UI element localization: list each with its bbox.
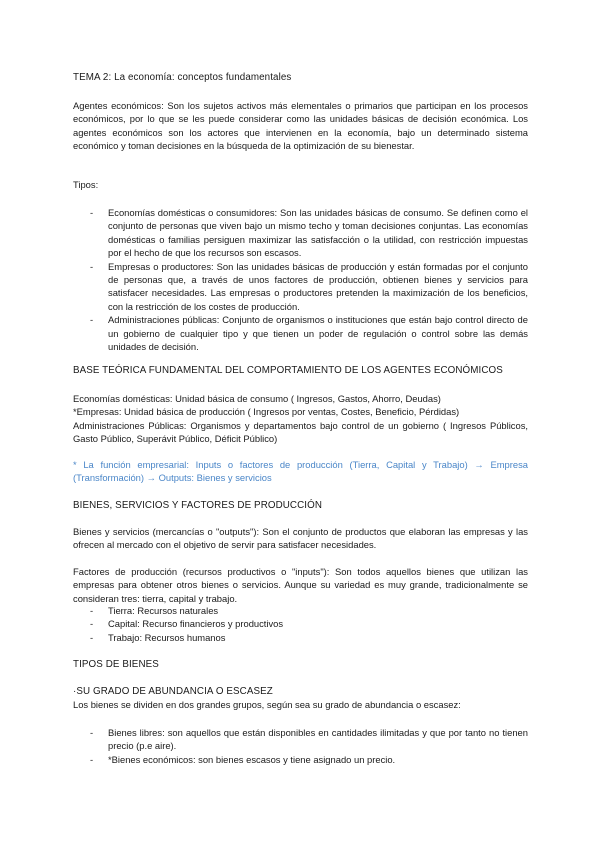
dash-bullet: -	[90, 207, 94, 218]
base-heading: BASE TEÓRICA FUNDAMENTAL DEL COMPORTAMIENTO DE LOS AGENTES ECONÓMICOS	[73, 365, 503, 376]
dash-bullet: -	[90, 727, 94, 738]
dash-bullet: -	[90, 314, 94, 326]
tipos-list	[90, 206, 528, 353]
factores-list	[90, 604, 528, 644]
list-item: - Bienes libres: son aquellos que están disponibles en cantidades ilimitadas y que por tanto no tienen precio (p.e aire).	[90, 727, 528, 752]
grado-intro: Los bienes se dividen en dos grandes grupos, según sea su grado de abundancia o escasez:	[73, 699, 461, 710]
base-line: Administraciones Públicas: Organismos y departamentos bajo control de un gobierno ( Ingresos Públicos, Gasto Público, Superávit Público, Déficit Público)	[73, 419, 528, 445]
dash-bullet: -	[90, 753, 94, 765]
agentes-paragraph: Agentes económicos: Son los sujetos activos más elementales o primarios que participan en los procesos económicos, por lo que se les puede considerar como las unidades básicas de decisión económica. Los agentes económicos son los actores que intervienen en la economía, bajo un determinado sistema económico y toman decisiones en la búsqueda de la optimización de su bienestar.	[73, 100, 528, 152]
funcion-empresarial: * La función empresarial: Inputs o factores de producción (Tierra, Capital y Trabajo) → Empresa (Transformación) → Outputs: Bienes y servicios	[73, 459, 528, 484]
base-line: *Empresas: Unidad básica de producción ( Ingresos por ventas, Costes, Beneficio, Pérdidas)	[73, 406, 460, 418]
dash-bullet: -	[90, 631, 94, 643]
grado-list	[90, 726, 528, 766]
list-item: - Administraciones públicas: Conjunto de organismos o instituciones que están bajo control directo de un gobierno de cualquier tipo y que tienen un poder de regulación o control sobre las demás unidades de decisión.	[90, 314, 528, 353]
list-item: - Economías domésticas o consumidores: Son las unidades básicas de consumo. Se definen como el conjunto de personas que viven bajo un mismo techo y toman decisiones conjuntas. Las economías domésticas o familias persiguen maximizar las satisfacción o la utilidad, con restricción impuestas por el hecho de que los recursos son escasos.	[90, 207, 528, 259]
tipos-heading: Tipos:	[73, 179, 99, 190]
base-lines	[73, 392, 528, 446]
dash-bullet: -	[90, 605, 94, 616]
dash-bullet: -	[90, 618, 94, 630]
list-item: - Capital: Recurso financieros y productivos	[90, 618, 284, 630]
dash-bullet: -	[90, 260, 94, 272]
factores-paragraph: Factores de producción (recursos productivos o "inputs"): Son todos aquellos bienes que utilizan las empresas para obtener otros bienes o servicios. Aunque su variedad es muy grande, tradicionalmente se consideran tres: tierra, capital y trabajo.	[73, 566, 528, 604]
bienes-heading: BIENES, SERVICIOS Y FACTORES DE PRODUCCIÓN	[73, 500, 323, 511]
tipos-bienes-heading: TIPOS DE BIENES	[73, 659, 159, 670]
base-line: Economías domésticas: Unidad básica de consumo ( Ingresos, Gastos, Ahorro, Deudas)	[73, 393, 441, 404]
list-item: - Empresas o productores: Son las unidades básicas de producción y están formadas por el conjunto de personas que, a través de unos factores de producción, obtienen bienes y servicios para satisfacer necesidades. Las empresas o productores pretenden la maximización de los beneficios, con la restricción de los costes de producción.	[90, 260, 528, 312]
list-item: - Trabajo: Recursos humanos	[90, 631, 226, 643]
bienes-servicios-paragraph: Bienes y servicios (mercancías o "outputs"): Son el conjunto de productos que elaboran las empresas y las ofrecen al mercado con el objetivo de servir para satisfacer necesidades.	[73, 526, 528, 551]
page-title: TEMA 2: La economía: conceptos fundamentales	[73, 72, 292, 83]
list-item: - Tierra: Recursos naturales	[90, 605, 219, 616]
list-item: - *Bienes económicos: son bienes escasos y tiene asignado un precio.	[90, 753, 396, 765]
grado-heading: ·SU GRADO DE ABUNDANCIA O ESCASEZ	[73, 686, 273, 697]
